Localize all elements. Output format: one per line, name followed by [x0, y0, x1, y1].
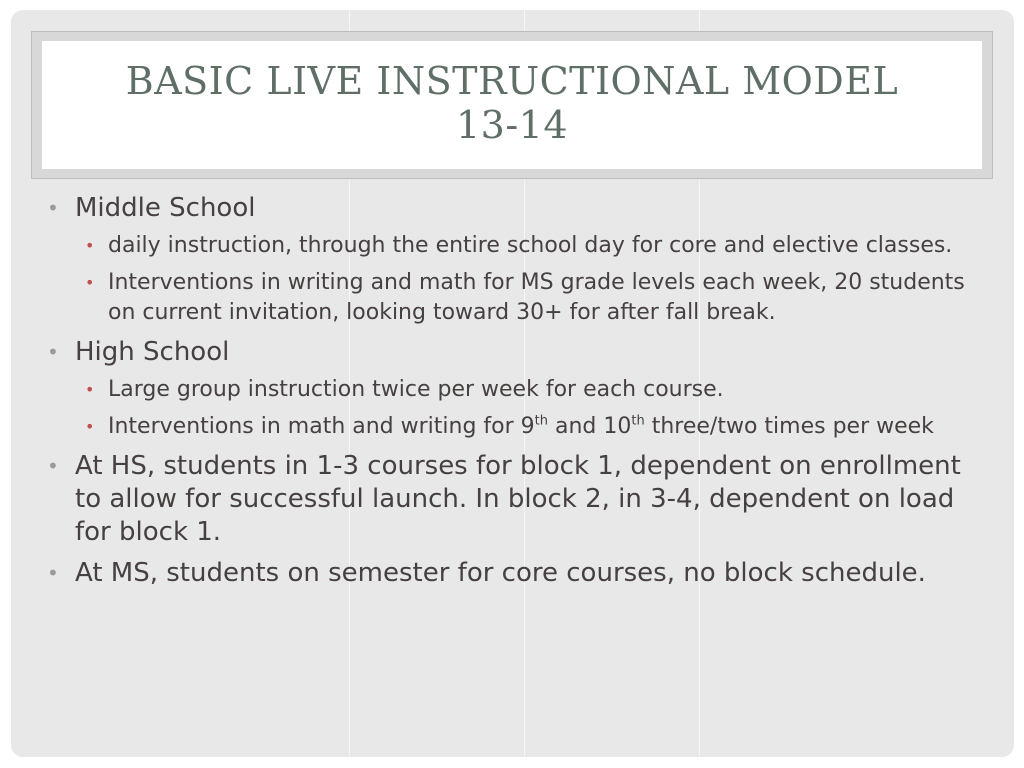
superscript: th: [534, 413, 549, 429]
sub-bullet-icon: •: [85, 380, 95, 399]
slide-title-line-2: 13-14: [455, 103, 569, 147]
bullet-item-high-school: [47, 336, 977, 442]
sub-bullet-list: [75, 231, 977, 328]
bullet-text: High School: [75, 337, 230, 367]
sub-bullet-text: daily instruction, through the entire school day for core and elective classes.: [108, 233, 953, 258]
bullet-icon: •: [47, 196, 59, 220]
text-fragment: Interventions in math and writing for 9: [108, 414, 535, 439]
slide-title: [126, 59, 898, 151]
sub-bullet-text: Interventions in writing and math for MS grade levels each week, 20 students on current invitation, looking toward 30+ for after fall break.: [108, 270, 965, 325]
sub-bullet-icon: •: [85, 417, 95, 436]
sub-bullet-item: [75, 412, 977, 442]
bullet-list: [47, 192, 977, 590]
sub-bullet-icon: •: [85, 236, 95, 255]
slide: [11, 10, 1014, 757]
sub-bullet-list: [75, 375, 977, 442]
bullet-text: At HS, students in 1-3 courses for block 1, dependent on enrollment to allow for successful launch. In block 2, in 3-4, dependent on load for block 1.: [75, 451, 961, 547]
bullet-icon: •: [47, 340, 59, 364]
text-fragment: three/two times per week: [644, 414, 934, 439]
sub-bullet-item: [75, 375, 977, 405]
sub-bullet-text: Large group instruction twice per week for each course.: [108, 377, 724, 402]
bullet-text: Middle School: [75, 193, 256, 223]
bullet-icon: •: [47, 454, 59, 478]
superscript: th: [631, 413, 645, 429]
bullet-item-middle-school: [47, 192, 977, 328]
bullet-text: At MS, students on semester for core courses, no block schedule.: [75, 558, 926, 588]
sub-bullet-text: [108, 414, 934, 439]
text-fragment: and 10: [548, 414, 632, 439]
slide-body: [47, 192, 977, 598]
bullet-icon: •: [47, 561, 59, 585]
sub-bullet-item: [75, 231, 977, 261]
sub-bullet-item: [75, 268, 977, 328]
bullet-item-ms-semester: [47, 557, 977, 590]
title-box: [42, 41, 982, 169]
bullet-item-hs-blocks: [47, 450, 977, 549]
title-frame: [31, 31, 993, 179]
sub-bullet-icon: •: [85, 273, 95, 292]
slide-title-line-1: BASIC LIVE INSTRUCTIONAL MODEL: [125, 59, 899, 103]
